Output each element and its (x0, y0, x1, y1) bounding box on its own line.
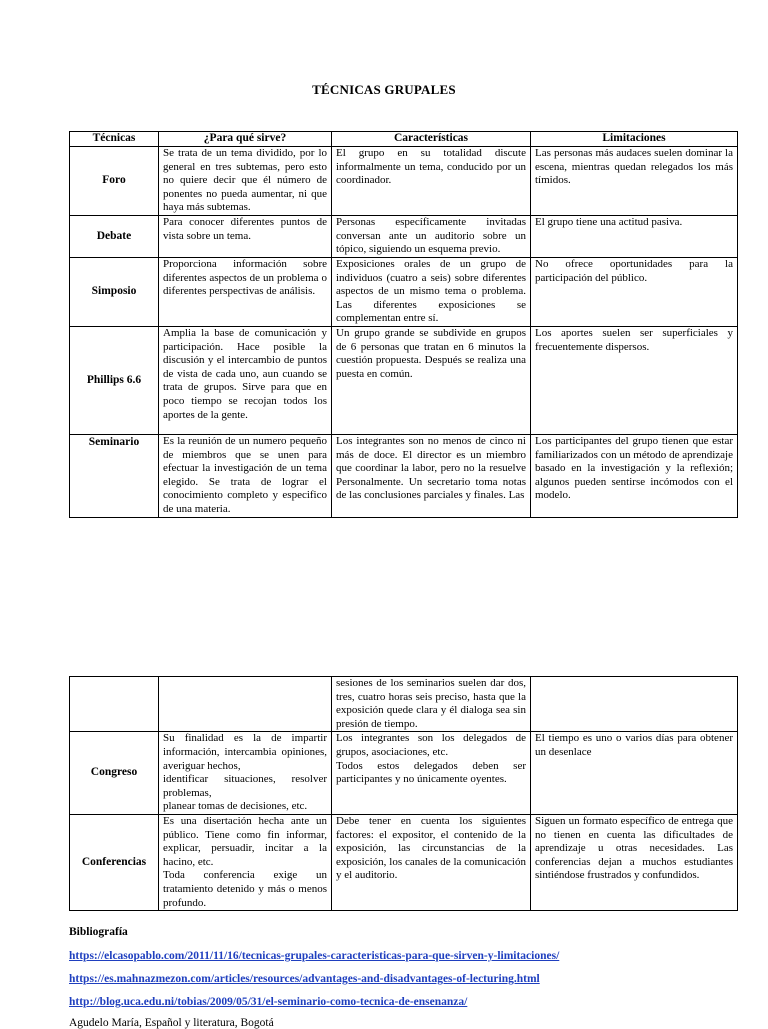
purpose-cell: Es la reunión de un numero pequeño de miembros que se unen para efectuar la investigación de un tema elegido. Se trata de lograr el conocimiento completo y especifico de una materia. (159, 434, 332, 517)
limitations-cell: Siguen un formato específico de entrega que no tienen en cuenta las dificultades de aprendizaje u otras necesidades. Las conferencias dejan a muchos estudiantes sintiéndose frustrados y confundidos. (531, 814, 738, 910)
purpose-cell: Proporciona información sobre diferentes aspectos de un problema o diferentes perspectivas de análisis. (159, 257, 332, 326)
limitations-cell: No ofrece oportunidades para la participación del público. (531, 257, 738, 326)
table-header-row (70, 132, 738, 147)
purpose-cell: Amplia la base de comunicación y participación. Hace posible la discusión y el intercambio de puntos de vista de cada uno, aun cuando se trata de grupos. Sirve para que en poco tiempo se recojan todos los aportes de la gente. (159, 326, 332, 434)
technique-name: Congreso (70, 732, 159, 815)
technique-name: Simposio (70, 257, 159, 326)
bibliography-link[interactable]: http://blog.uca.edu.ni/tobias/2009/05/31/el-seminario-como-tecnica-de-ensenanza/ (69, 996, 468, 1008)
table-row (70, 147, 738, 216)
bibliography-heading: Bibliografía (69, 926, 128, 938)
characteristics-cell: Los integrantes son los delegados de grupos, asociaciones, etc. Todos estos delegados deben ser participantes y no únicamente oyentes. (332, 732, 531, 815)
limitations-cell: El grupo tiene una actitud pasiva. (531, 215, 738, 257)
limitations-cell: Las personas más audaces suelen dominar la escena, mientras quedan relegados los más tímidos. (531, 147, 738, 216)
technique-name: Foro (70, 147, 159, 216)
characteristics-cell: Exposiciones orales de un grupo de individuos (cuatro a seis) sobre diferentes aspectos de un mismo tema o problema. Las diferentes exposiciones se complementan entre sí. (332, 257, 531, 326)
purpose-cell (159, 677, 332, 732)
table-row (70, 814, 738, 910)
bibliography-link[interactable]: https://elcasopablo.com/2011/11/16/tecnicas-grupales-caracteristicas-para-que-sirven-y-limitaciones/ (69, 950, 560, 962)
characteristics-cell: Personas específicamente invitadas conversan ante un auditorio sobre un tópico, siguiendo un esquema previo. (332, 215, 531, 257)
table-row (70, 732, 738, 815)
purpose-cell: Su finalidad es la de impartir información, intercambia opiniones, averiguar hechos, identificar situaciones, resolver problemas, planear tomas de decisiones, etc. (159, 732, 332, 815)
table-row (70, 677, 738, 732)
bibliography-entry (69, 996, 467, 1008)
technique-name: Debate (70, 215, 159, 257)
purpose-cell: Se trata de un tema dividido, por lo general en tres subtemas, pero esto no quiere decir que él número de ponentes no pueda aumentar, ni que haya más subtemas. (159, 147, 332, 216)
purpose-cell: Es una disertación hecha ante un público. Tiene como fin informar, explicar, persuadir, incitar a la hacino, etc. Toda conferencia exige un tratamiento detenido y más o menos profundo. (159, 814, 332, 910)
characteristics-cell: sesiones de los seminarios suelen dar dos, tres, cuatro horas seis preciso, hasta que la exposición quede clara y él dialoga sea sin presión de tiempo. (332, 677, 531, 732)
limitations-cell: Los aportes suelen ser superficiales y frecuentemente dispersos. (531, 326, 738, 434)
header-tecnicas: Técnicas (70, 132, 159, 147)
characteristics-cell: Debe tener en cuenta los siguientes factores: el expositor, el contenido de la exposición, las circunstancias de la exposición, los canales de la comunicación y el auditorio. (332, 814, 531, 910)
characteristics-cell: El grupo en su totalidad discute informalmente un tema, conducido por un coordinador. (332, 147, 531, 216)
techniques-table (69, 131, 738, 518)
bibliography-entry (69, 950, 559, 962)
bibliography-text: Agudelo María, Español y literatura, Bogotá (69, 1017, 274, 1029)
characteristics-cell: Los integrantes son no menos de cinco ni más de doce. El director es un miembro que coordinar la labor, pero no la resuelve Personalmente. Un secretario toma notas de las conclusiones parciales y finales. Las (332, 434, 531, 517)
technique-name (70, 677, 159, 732)
table-row (70, 326, 738, 434)
table-row (70, 257, 738, 326)
header-caracteristicas: Características (332, 132, 531, 147)
technique-name: Seminario (70, 434, 159, 517)
technique-name: Conferencias (70, 814, 159, 910)
techniques-table-continued (69, 676, 738, 911)
bibliography-entry (69, 973, 540, 985)
technique-name: Phillips 6.6 (70, 326, 159, 434)
limitations-cell (531, 677, 738, 732)
characteristics-cell: Un grupo grande se subdivide en grupos de 6 personas que tratan en 6 minutos la cuestión propuesta. Después se realiza una puesta en común. (332, 326, 531, 434)
table-row (70, 215, 738, 257)
bibliography-link[interactable]: https://es.mahnazmezon.com/articles/resources/advantages-and-disadvantages-of-lecturing.html (69, 973, 540, 985)
header-para-que-sirve: ¿Para qué sirve? (159, 132, 332, 147)
header-limitaciones: Limitaciones (531, 132, 738, 147)
limitations-cell: Los participantes del grupo tienen que estar familiarizados con un método de aprendizaje basado en la investigación y la reflexión; algunos pueden sentirse incómodos con el modelo. (531, 434, 738, 517)
purpose-cell: Para conocer diferentes puntos de vista sobre un tema. (159, 215, 332, 257)
table-row (70, 434, 738, 517)
page-title: TÉCNICAS GRUPALES (312, 82, 456, 97)
limitations-cell: El tiempo es uno o varios días para obtener un desenlace (531, 732, 738, 815)
